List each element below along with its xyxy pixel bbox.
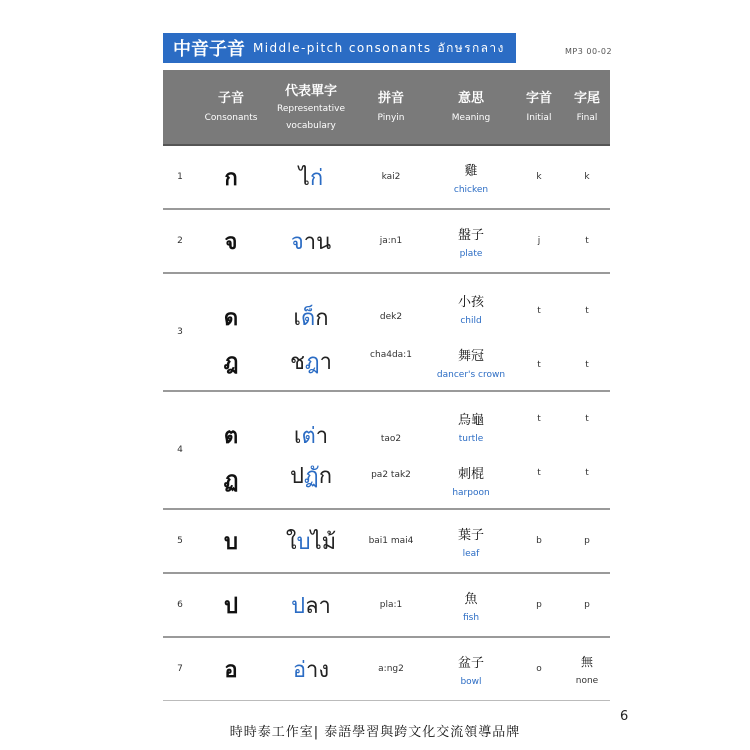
pinyin: cha4da:1 [370,350,412,360]
pinyin: ja:n1 [379,236,403,246]
table-row [163,392,610,510]
header-vocabulary: 代表單字 Representative vocabulary [276,83,345,131]
consonant: ป [224,593,238,619]
row-number: 5 [177,536,183,546]
meaning: 烏龜 turtle [457,412,484,444]
consonant: ฎ [223,349,239,375]
final-sound: t [585,468,589,478]
header-pinyin: 拼音 Pinyin [377,91,405,123]
vocab-word: ป ลา [291,593,331,619]
row-number: 2 [177,236,183,246]
initial-sound: k [536,172,542,182]
initial-sound: t [537,414,541,424]
row-number: 1 [177,172,183,182]
final-sound: 無 none [575,654,599,686]
consonant-table [163,70,610,700]
table-row [163,638,610,700]
initial-sound: p [536,600,542,610]
final-sound: p [584,536,590,546]
vocab-word: อ่ าง [292,657,330,683]
meaning: 舞冠 dancer's crown [436,348,506,380]
title-english: Middle-pitch consonants [253,41,432,55]
row-number: 4 [177,445,183,455]
pinyin: pla:1 [379,600,403,610]
table-header [163,70,610,144]
consonant: อ [224,657,238,683]
meaning: 盤子 plate [457,227,484,259]
pinyin: tao2 [380,434,402,444]
final-sound: k [584,172,590,182]
consonant: จ [224,229,238,255]
table-row [163,144,610,210]
vocab-word: เ ต่ า [293,423,329,449]
table-row [163,574,610,638]
meaning: 葉子 leaf [457,527,484,559]
vocab-word: ช ฎ า [289,349,333,375]
vocab-word: เ ด็ ก [293,305,329,331]
consonant: ก [224,165,238,191]
pinyin: pa2 tak2 [371,470,411,480]
meaning: 雞 chicken [453,163,489,195]
header-meaning: 意思 Meaning [451,91,491,123]
row-number: 6 [177,600,183,610]
final-sound: t [585,236,589,246]
header-initial: 字首 Initial [525,91,552,123]
row-number: 3 [177,327,183,337]
mp3-track-label: MP3 00-02 [565,47,613,56]
table-row [163,210,610,274]
pinyin: bai1 mai4 [368,536,414,546]
vocab-word: ไ ก่ [298,165,324,191]
title-chinese: 中音子音 [173,39,245,60]
pinyin: kai2 [381,172,401,182]
initial-sound: t [537,360,541,370]
vocab-word: จ าน [290,229,332,255]
vocab-word: ใ บ ไม้ [285,529,337,555]
final-sound: t [585,414,589,424]
initial-sound: j [537,236,541,246]
header-consonants: 子音 Consonants [204,91,258,123]
final-sound: t [585,306,589,316]
pinyin: dek2 [379,312,403,322]
meaning: 小孩 child [457,294,484,326]
title-banner [163,33,516,63]
header-final: 字尾 Final [573,91,600,123]
vocab-word: ป ฏั ก [289,463,333,489]
initial-sound: b [536,536,542,546]
meaning: 盆子 bowl [457,655,484,687]
meaning: 刺棍 harpoon [452,466,490,498]
initial-sound: o [536,664,542,674]
pinyin: a:ng2 [378,664,404,674]
final-sound: p [584,600,590,610]
page-number: 6 [620,709,629,724]
initial-sound: t [537,468,541,478]
title-thai: อักษรกลาง [437,40,505,55]
table-row [163,274,610,392]
table-row [163,510,610,574]
consonant: ฏ [223,467,239,493]
bottom-rule [163,700,610,701]
consonant: ต [223,423,239,449]
initial-sound: t [537,306,541,316]
consonant: บ [224,529,238,555]
meaning: 魚 fish [462,591,480,623]
footer-brand: 時時泰工作室| 泰語學習與跨文化交流領導品牌 [229,725,521,740]
final-sound: t [585,360,589,370]
row-number: 7 [177,664,183,674]
consonant: ด [223,305,239,331]
